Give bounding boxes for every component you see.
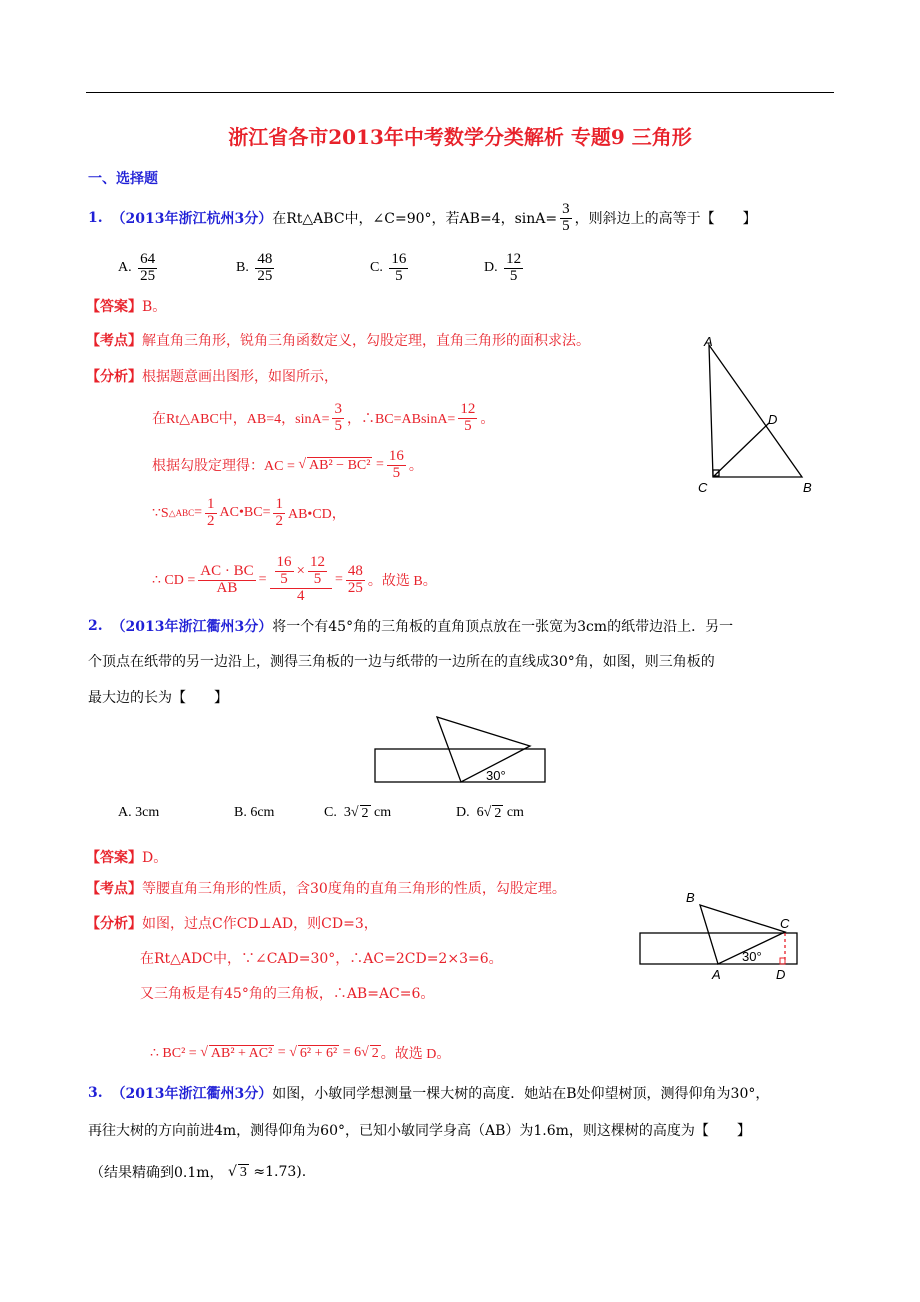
question-3-line-3: （结果精确到0.1m， √ 3 ≈1.73).	[90, 1164, 307, 1181]
fig2-angle-label: 30°	[486, 768, 506, 783]
q1-option-a: A. $\frac{64}{25}$	[118, 250, 156, 284]
q2-fenxi: 【分析】 如图，过点C作CD⊥AD，则CD=3，	[86, 916, 378, 932]
q2-option-b: B. 6cm	[234, 805, 275, 820]
fig1-label-b: B	[803, 480, 812, 495]
q1-step-4: ∴ CD = $\frac{AC \cdot BC}{AB}$ = $\frac{16}{5}$ × $\frac{12}{5}$ 4 = $\frac{48}{25}$ 。故选 B。	[152, 554, 437, 604]
q2-option-d: D. 6 √ 2 cm	[456, 805, 524, 821]
q2-step-3: ∴ BC² = √ AB² + AC² = √ 6² + 6² = 6 √ 2 。故选 D。	[150, 1045, 451, 1062]
q1-step-3: ∵S △ABC = $\frac{1}{2}$ AC•BC= $\frac{1}{2}$ AB•CD，	[152, 495, 346, 529]
q1-kaodian: 【考点】 解直角三角形，锐角三角函数定义，勾股定理，直角三角形的面积求法。	[86, 333, 590, 349]
q2-kaodian: 【考点】 等腰直角三角形的性质，含30度角的直角三角形的性质，勾股定理。	[86, 881, 566, 897]
q2-option-a: A. 3cm	[118, 805, 160, 820]
q1-number: 1.	[88, 210, 103, 226]
q1-fraction: $\frac{3}{5}$	[562, 200, 570, 234]
q2-answer: 【答案】 D。	[86, 850, 168, 866]
q1-option-c: C. $\frac{16}{5}$	[370, 250, 407, 284]
q1-source: （2013年浙江杭州3分）	[111, 211, 273, 227]
fig3-angle-label: 30°	[742, 949, 762, 964]
question-2-line-3: 最大边的长为【 】	[88, 690, 228, 706]
section-heading: 一、选择题	[88, 171, 158, 187]
fig1-label-a: A	[704, 334, 713, 349]
fig1-label-c: C	[698, 480, 708, 495]
fig3-label-d: D	[776, 967, 786, 982]
question-2-line-1: 2. （2013年浙江衢州3分） 将一个有45°角的三角板的直角顶点放在一张宽为3cm的纸带边沿上．另一	[88, 618, 734, 635]
q1-text-b: ，则斜边上的高等于【 】	[574, 211, 757, 227]
q2-step-2: 又三角板是有45°角的三角板，∴AB=AC=6。	[140, 986, 435, 1002]
q1-option-b: B. $\frac{48}{25}$	[236, 250, 273, 284]
question-2-line-2: 个顶点在纸带的另一边沿上，测得三角板的一边与纸带的一边所在的直线成30°角，如图，则三角板的	[88, 654, 715, 670]
fig3-label-a: A	[712, 967, 721, 982]
q1-option-d: D. $\frac{12}{5}$	[484, 250, 522, 284]
q2-step-1: 在Rt△ADC中，∵∠CAD=30°，∴AC=2CD=2×3=6。	[140, 951, 503, 967]
question-3-line-2: 再往大树的方向前进4m，测得仰角为60°，已知小敏同学身高（AB）为1.6m，则这棵树的高度为【 】	[88, 1123, 751, 1139]
q1-text-a: 在Rt△ABC中，∠C=90°，若AB=4，sinA=	[272, 211, 558, 227]
q1-step-1: 在Rt△ABC中，AB=4，sinA= $\frac{3}{5}$ ，∴BC=ABsinA= $\frac{12}{5}$ 。	[152, 400, 495, 434]
question-3-line-1: 3. （2013年浙江衢州3分） 如图，小敏同学想测量一棵大树的高度．她站在B处仰望树顶，测得仰角为30°，	[88, 1085, 770, 1102]
fig3-label-b: B	[686, 890, 695, 905]
fig3-label-c: C	[780, 916, 790, 931]
q2-option-c: C. 3 √ 2 cm	[324, 805, 392, 821]
page-title: 浙江省各市2013年中考数学分类解析 专题9 三角形	[228, 124, 692, 149]
fig1-label-d: D	[768, 412, 778, 427]
q1-answer: 【答案】 B。	[86, 299, 167, 315]
q1-fenxi: 【分析】 根据题意画出图形，如图所示，	[86, 369, 338, 385]
q1-step-2: 根据勾股定理得：AC = √ AB² − BC² = $\frac{16}{5}$ 。	[152, 447, 423, 481]
